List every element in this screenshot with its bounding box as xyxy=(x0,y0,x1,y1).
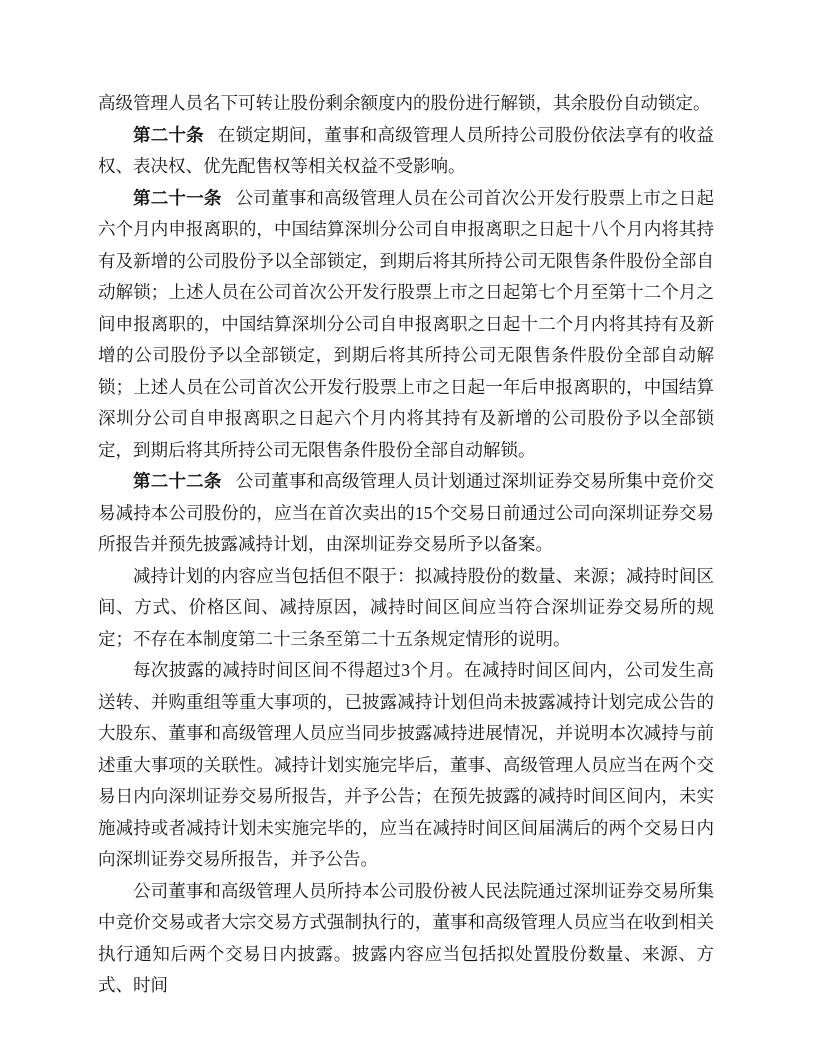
continuation-paragraph xyxy=(98,88,714,120)
document-body xyxy=(98,88,714,1002)
paragraph-text: 每次披露的减持时间区间不得超过3个月。在减持时间区间内，公司发生高送转、并购重组等重大事项的，已披露减持计划但尚未披露减持计划完成公告的大股东、董事和高级管理人员应当同步披露减持进展情况，并说明本次减持与前述重大事项的关联性。减持计划实施完毕后，董事、高级管理人员应当在两个交易日内向深圳证券交易所报告，并予公告；在预先披露的减持时间区间内，未实施减持或者减持计划未实施完毕的，应当在减持时间区间届满后的两个交易日内向深圳证券交易所报告，并予公告。 xyxy=(98,660,714,869)
article-22-number: 第二十二条 xyxy=(133,471,222,491)
article-22-paragraph-2 xyxy=(98,561,714,656)
paragraph-text: 高级管理人员名下可转让股份剩余额度内的股份进行解锁，其余股份自动锁定。 xyxy=(98,93,711,113)
paragraph-text: 减持计划的内容应当包括但不限于：拟减持股份的数量、来源；减持时间区间、方式、价格区间、减持原因，减持时间区间应当符合深圳证券交易所的规定；不存在本制度第二十三条至第二十五条规定情形的说明。 xyxy=(98,565,714,649)
article-22-paragraph-3 xyxy=(98,655,714,876)
paragraph-text: 公司董事和高级管理人员在公司首次公开发行股票上市之日起六个月内申报离职的，中国结算深圳分公司自申报离职之日起十八个月内将其持有及新增的公司股份予以全部锁定，到期后将其所持公司无限售条件股份全部自动解锁；上述人员在公司首次公开发行股票上市之日起第七个月至第十二个月之间申报离职的，中国结算深圳分公司自申报离职之日起十二个月内将其持有及新增的公司股份予以全部锁定，到期后将其所持公司无限售条件股份全部自动解锁；上述人员在公司首次公开发行股票上市之日起一年后申报离职的，中国结算深圳分公司自申报离职之日起六个月内将其持有及新增的公司股份予以全部锁定，到期后将其所持公司无限售条件股份全部自动解锁。 xyxy=(98,187,715,460)
article-21-paragraph xyxy=(98,183,714,467)
article-22-paragraph xyxy=(98,466,714,561)
paragraph-text: 公司董事和高级管理人员计划通过深圳证券交易所集中竞价交易减持本公司股份的，应当在首次卖出的15个交易日前通过公司向深圳证券交易所报告并预先披露减持计划，由深圳证券交易所予以备案。 xyxy=(98,471,715,554)
article-22-paragraph-4 xyxy=(98,876,714,1002)
paragraph-text: 公司董事和高级管理人员所持本公司股份被人民法院通过深圳证券交易所集中竞价交易或者大宗交易方式强制执行的，董事和高级管理人员应当在收到相关执行通知后两个交易日内披露。披露内容应当包括拟处置股份数量、来源、方式、时间 xyxy=(98,880,714,995)
paragraph-text: 在锁定期间，董事和高级管理人员所持公司股份依法享有的收益权、表决权、优先配售权等相关权益不受影响。 xyxy=(98,124,715,176)
article-20-number: 第二十条 xyxy=(133,124,204,145)
article-20-paragraph xyxy=(98,120,714,183)
article-21-number: 第二十一条 xyxy=(133,187,222,208)
